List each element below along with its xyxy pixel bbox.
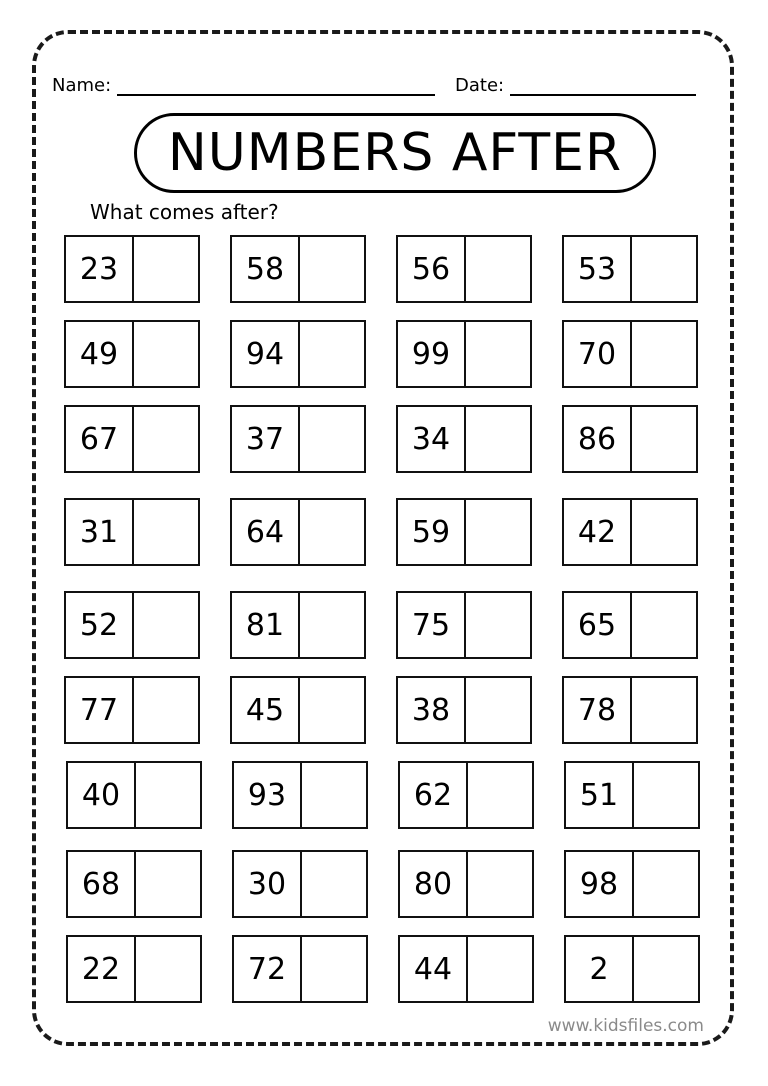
number-pair-box: [398, 761, 534, 829]
given-number: 93: [234, 763, 302, 827]
answer-box[interactable]: [136, 852, 200, 916]
answer-box[interactable]: [632, 593, 696, 657]
answer-box[interactable]: [468, 937, 532, 1001]
given-number: 80: [400, 852, 468, 916]
website-footer: www.kidsfiles.com: [547, 1016, 704, 1036]
number-pair-box: [64, 320, 200, 388]
given-number: 22: [68, 937, 136, 1001]
answer-box[interactable]: [134, 237, 198, 301]
given-number: 45: [232, 678, 300, 742]
answer-box[interactable]: [302, 852, 366, 916]
answer-box[interactable]: [136, 937, 200, 1001]
answer-box[interactable]: [300, 407, 364, 471]
given-number: 56: [398, 237, 466, 301]
given-number: 65: [564, 593, 632, 657]
given-number: 34: [398, 407, 466, 471]
given-number: 42: [564, 500, 632, 564]
number-pair-box: [562, 676, 698, 744]
number-pair-box: [66, 761, 202, 829]
number-pair-box: [396, 676, 532, 744]
answer-box[interactable]: [134, 593, 198, 657]
given-number: 51: [566, 763, 634, 827]
number-pair-box: [398, 850, 534, 918]
number-pair-box: [232, 850, 368, 918]
number-pair-box: [66, 935, 202, 1003]
number-pair-box: [230, 498, 366, 566]
given-number: 40: [68, 763, 136, 827]
number-pair-box: [232, 761, 368, 829]
given-number: 52: [66, 593, 134, 657]
given-number: 98: [566, 852, 634, 916]
number-pair-box: [396, 235, 532, 303]
answer-box[interactable]: [134, 500, 198, 564]
given-number: 72: [234, 937, 302, 1001]
answer-box[interactable]: [632, 500, 696, 564]
answer-box[interactable]: [468, 763, 532, 827]
answer-box[interactable]: [466, 407, 530, 471]
number-pair-box: [230, 591, 366, 659]
answer-box[interactable]: [302, 937, 366, 1001]
number-pair-box: [230, 676, 366, 744]
given-number: 81: [232, 593, 300, 657]
given-number: 2: [566, 937, 634, 1001]
answer-box[interactable]: [632, 678, 696, 742]
number-pair-box: [230, 235, 366, 303]
answer-box[interactable]: [134, 322, 198, 386]
answer-box[interactable]: [300, 322, 364, 386]
number-pair-box: [562, 320, 698, 388]
given-number: 31: [66, 500, 134, 564]
given-number: 44: [400, 937, 468, 1001]
number-pair-box: [230, 320, 366, 388]
number-pair-box: [64, 235, 200, 303]
given-number: 70: [564, 322, 632, 386]
answer-box[interactable]: [466, 678, 530, 742]
answer-box[interactable]: [632, 322, 696, 386]
number-pair-box: [564, 850, 700, 918]
number-pair-box: [398, 935, 534, 1003]
answer-box[interactable]: [632, 237, 696, 301]
answer-box[interactable]: [634, 763, 698, 827]
number-pair-box: [562, 235, 698, 303]
name-label: Name:: [52, 75, 112, 96]
number-pair-box: [396, 591, 532, 659]
number-pair-box: [564, 761, 700, 829]
number-pair-box: [396, 320, 532, 388]
given-number: 23: [66, 237, 134, 301]
number-pair-box: [562, 591, 698, 659]
number-pair-box: [562, 405, 698, 473]
date-label: Date:: [455, 75, 505, 96]
answer-box[interactable]: [300, 237, 364, 301]
given-number: 68: [68, 852, 136, 916]
given-number: 86: [564, 407, 632, 471]
given-number: 78: [564, 678, 632, 742]
answer-box[interactable]: [634, 852, 698, 916]
answer-box[interactable]: [466, 237, 530, 301]
given-number: 38: [398, 678, 466, 742]
answer-box[interactable]: [466, 500, 530, 564]
number-pair-box: [564, 935, 700, 1003]
given-number: 62: [400, 763, 468, 827]
given-number: 58: [232, 237, 300, 301]
answer-box[interactable]: [466, 322, 530, 386]
given-number: 75: [398, 593, 466, 657]
answer-box[interactable]: [134, 678, 198, 742]
given-number: 53: [564, 237, 632, 301]
answer-box[interactable]: [136, 763, 200, 827]
given-number: 37: [232, 407, 300, 471]
number-pair-box: [232, 935, 368, 1003]
number-pair-box: [66, 850, 202, 918]
number-pair-box: [230, 405, 366, 473]
number-pair-box: [562, 498, 698, 566]
number-pair-box: [396, 405, 532, 473]
answer-box[interactable]: [468, 852, 532, 916]
number-pair-box: [64, 405, 200, 473]
given-number: 49: [66, 322, 134, 386]
answer-box[interactable]: [634, 937, 698, 1001]
number-pair-box: [64, 498, 200, 566]
number-pair-box: [396, 498, 532, 566]
given-number: 59: [398, 500, 466, 564]
answer-box[interactable]: [300, 500, 364, 564]
number-pair-box: [64, 676, 200, 744]
given-number: 64: [232, 500, 300, 564]
answer-box[interactable]: [300, 678, 364, 742]
given-number: 67: [66, 407, 134, 471]
given-number: 99: [398, 322, 466, 386]
answer-box[interactable]: [302, 763, 366, 827]
given-number: 77: [66, 678, 134, 742]
answer-box[interactable]: [300, 593, 364, 657]
worksheet-title: NUMBERS AFTER: [134, 113, 656, 193]
given-number: 30: [234, 852, 302, 916]
answer-box[interactable]: [632, 407, 696, 471]
instruction-text: What comes after?: [90, 200, 279, 224]
number-pair-box: [64, 591, 200, 659]
answer-box[interactable]: [134, 407, 198, 471]
answer-box[interactable]: [466, 593, 530, 657]
given-number: 94: [232, 322, 300, 386]
